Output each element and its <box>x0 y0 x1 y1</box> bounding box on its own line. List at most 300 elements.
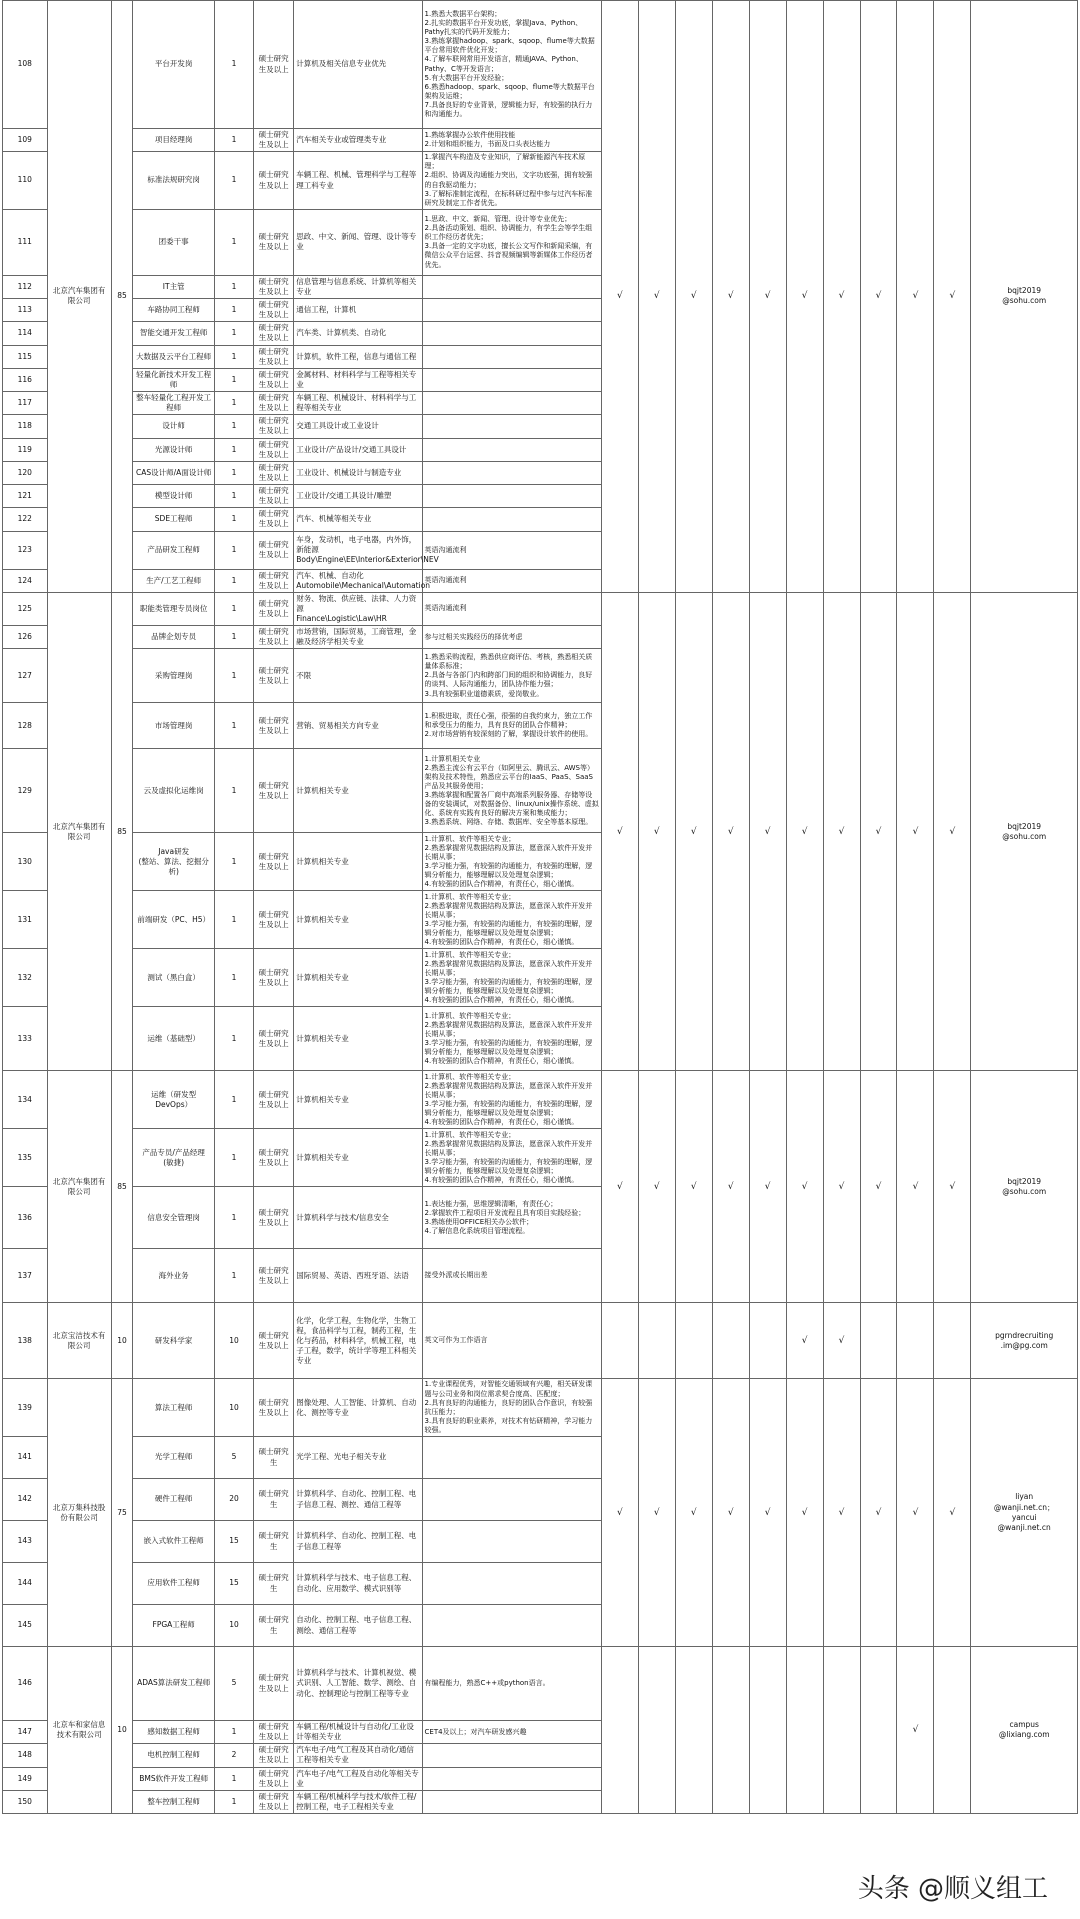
education: 硕士研究生及以上 <box>254 1249 294 1303</box>
education: 硕士研究生及以上 <box>254 415 294 438</box>
position-name: 品牌企划专员 <box>133 626 215 649</box>
headcount: 1 <box>214 322 253 345</box>
headcount: 1 <box>214 891 253 949</box>
major: 计算机相关专业 <box>294 749 422 833</box>
check-cell: √ <box>601 1379 638 1647</box>
requirements <box>422 1767 601 1790</box>
requirements: 接受外派或长期出差 <box>422 1249 601 1303</box>
headcount: 1 <box>214 415 253 438</box>
check-cell: √ <box>638 1379 675 1647</box>
requirements: 1.积极进取，责任心强，很强的自我约束力，独立工作和承受压力的能力，具有良好的团队合作精神； 2.对市场营销有较深刻的了解，掌握设计软件的使用。 <box>422 703 601 749</box>
headcount: 5 <box>214 1647 253 1721</box>
major: 光学工程、光电子相关专业 <box>294 1437 422 1479</box>
position-name: 感知数据工程师 <box>133 1721 215 1744</box>
headcount: 1 <box>214 1249 253 1303</box>
check-cell: √ <box>749 1071 786 1303</box>
check-cell: √ <box>712 1 749 593</box>
row-number: 127 <box>3 649 48 703</box>
contact-email: pgrndrecruiting .im@pg.com <box>971 1303 1078 1379</box>
major: 计算机相关专业 <box>294 1007 422 1071</box>
education: 硕士研究生及以上 <box>254 275 294 298</box>
education: 硕士研究生及以上 <box>254 749 294 833</box>
company-name: 北京汽车集团有限公司 <box>47 592 111 1071</box>
major: 金属材料、材料科学与工程等相关专业 <box>294 368 422 391</box>
requirements <box>422 1563 601 1605</box>
check-cell <box>638 1647 675 1814</box>
position-name: 运维（研发型DevOps） <box>133 1071 215 1129</box>
headcount: 1 <box>214 438 253 461</box>
requirements: 1.熟悉采购流程，熟悉供应商评估、考核，熟悉相关质量体系标准； 2.具备与各部门内和跨部门间的组织和协调能力，良好的谈判、人际沟通能力，团队协作能力强； 3.具有较强职业道德素质，爱岗敬业。 <box>422 649 601 703</box>
education: 硕士研究生 <box>254 1605 294 1647</box>
education: 硕士研究生及以上 <box>254 438 294 461</box>
headcount: 1 <box>214 649 253 703</box>
row-number: 139 <box>3 1379 48 1437</box>
check-cell: √ <box>860 1379 897 1647</box>
check-cell: √ <box>675 1379 712 1647</box>
education: 硕士研究生及以上 <box>254 1129 294 1187</box>
check-cell <box>860 1303 897 1379</box>
check-cell <box>601 1647 638 1814</box>
requirements <box>422 1744 601 1767</box>
headcount: 1 <box>214 1767 253 1790</box>
major: 计算机相关专业 <box>294 891 422 949</box>
requirements: 1.计算机、软件等相关专业； 2.熟悉掌握常见数据结构及算法，愿意深入软件开发并长期从事； 3.学习能力强，有较强的沟通能力，有较强的理解，逻辑分析能力，能够理解以及处理复杂逻辑； 4.有较强的团队合作精神，有责任心，细心谨慎。 <box>422 1071 601 1129</box>
position-name: 大数据及云平台工程师 <box>133 345 215 368</box>
education: 硕士研究生 <box>254 1437 294 1479</box>
major: 汽车电子/电气工程及其自动化/通信工程等相关专业 <box>294 1744 422 1767</box>
check-cell <box>749 1303 786 1379</box>
position-name: 云及虚拟化运维岗 <box>133 749 215 833</box>
headcount: 1 <box>214 461 253 484</box>
position-name: ADAS算法研发工程师 <box>133 1647 215 1721</box>
check-cell <box>823 1647 860 1814</box>
position-name: 运维（基础型） <box>133 1007 215 1071</box>
check-cell: √ <box>823 1071 860 1303</box>
education: 硕士研究生及以上 <box>254 392 294 415</box>
education: 硕士研究生及以上 <box>254 949 294 1007</box>
requirements: CET4及以上；对汽车研发感兴趣 <box>422 1721 601 1744</box>
position-name: 模型设计师 <box>133 485 215 508</box>
table-row <box>3 592 1078 625</box>
position-name: 算法工程师 <box>133 1379 215 1437</box>
row-number: 119 <box>3 438 48 461</box>
check-cell: √ <box>934 592 971 1071</box>
check-cell: √ <box>601 1 638 593</box>
headcount: 1 <box>214 508 253 531</box>
check-cell: √ <box>897 1647 934 1814</box>
education: 硕士研究生及以上 <box>254 1790 294 1813</box>
education: 硕士研究生及以上 <box>254 649 294 703</box>
position-name: 研发科学家 <box>133 1303 215 1379</box>
row-number: 116 <box>3 368 48 391</box>
check-cell: √ <box>823 1303 860 1379</box>
row-number: 129 <box>3 749 48 833</box>
major: 汽车、机械等相关专业 <box>294 508 422 531</box>
headcount: 1 <box>214 275 253 298</box>
row-number: 141 <box>3 1437 48 1479</box>
position-name: 轻量化新技术开发工程师 <box>133 368 215 391</box>
education: 硕士研究生及以上 <box>254 626 294 649</box>
position-name: 智能交通开发工程师 <box>133 322 215 345</box>
check-cell <box>675 1647 712 1814</box>
education: 硕士研究生及以上 <box>254 485 294 508</box>
row-number: 131 <box>3 891 48 949</box>
education: 硕士研究生及以上 <box>254 891 294 949</box>
headcount: 10 <box>214 1379 253 1437</box>
major: 化学，化学工程，生物化学，生物工程，食品科学与工程，制药工程，生化与药品，材料科学，机械工程，电子工程，数学，统计学等理工科相关专业 <box>294 1303 422 1379</box>
table-row <box>3 1071 1078 1129</box>
company-name: 北京万集科技股份有限公司 <box>47 1379 111 1647</box>
position-name: 设计师 <box>133 415 215 438</box>
company-total: 85 <box>111 592 133 1071</box>
row-number: 123 <box>3 531 48 569</box>
check-cell: √ <box>934 1379 971 1647</box>
headcount: 1 <box>214 1129 253 1187</box>
check-cell <box>934 1303 971 1379</box>
position-name: BMS软件开发工程师 <box>133 1767 215 1790</box>
company-total: 85 <box>111 1 133 593</box>
requirements <box>422 508 601 531</box>
requirements: 1.计算机、软件等相关专业； 2.熟悉掌握常见数据结构及算法，愿意深入软件开发并长期从事； 3.学习能力强，有较强的沟通能力，有较强的理解，逻辑分析能力，能够理解以及处理复杂逻辑； 4.有较强的团队合作精神，有责任心，细心谨慎。 <box>422 1007 601 1071</box>
education: 硕士研究生及以上 <box>254 152 294 210</box>
check-cell <box>786 1647 823 1814</box>
major: 车身，发动机，电子电器，内外饰，新能源 Body\Engine\EE\Interior&Exterior\NEV <box>294 531 422 569</box>
row-number: 128 <box>3 703 48 749</box>
position-name: 嵌入式软件工程师 <box>133 1521 215 1563</box>
requirements: 英语沟通流利 <box>422 592 601 625</box>
major: 国际贸易、英语、西班牙语、法语 <box>294 1249 422 1303</box>
education: 硕士研究生及以上 <box>254 209 294 275</box>
major: 市场营销，国际贸易，工商管理，金融及经济学相关专业 <box>294 626 422 649</box>
requirements: 1.计算机、软件等相关专业； 2.熟悉掌握常见数据结构及算法，愿意深入软件开发并长期从事； 3.学习能力强，有较强的沟通能力，有较强的理解，逻辑分析能力，能够理解以及处理复杂逻辑； 4.有较强的团队合作精神，有责任心，细心谨慎。 <box>422 1129 601 1187</box>
row-number: 121 <box>3 485 48 508</box>
row-number: 134 <box>3 1071 48 1129</box>
major: 财务、物流、供应链、法律、人力资源 Finance\Logistic\Law\HR <box>294 592 422 625</box>
major: 不限 <box>294 649 422 703</box>
check-cell <box>897 1303 934 1379</box>
major: 计算机科学、自动化、控制工程、电子信息工程、测控、通信工程等 <box>294 1479 422 1521</box>
major: 通信工程，计算机 <box>294 299 422 322</box>
company-total: 85 <box>111 1071 133 1303</box>
education: 硕士研究生 <box>254 1563 294 1605</box>
headcount: 1 <box>214 345 253 368</box>
check-cell: √ <box>675 592 712 1071</box>
position-name: 海外业务 <box>133 1249 215 1303</box>
education: 硕士研究生及以上 <box>254 322 294 345</box>
major: 交通工具设计或工业设计 <box>294 415 422 438</box>
requirements: 英语沟通流利 <box>422 531 601 569</box>
requirements: 1.计算机、软件等相关专业； 2.熟悉掌握常见数据结构及算法，愿意深入软件开发并长期从事； 3.学习能力强，有较强的沟通能力，有较强的理解，逻辑分析能力，能够理解以及处理复杂逻辑； 4.有较强的团队合作精神，有责任心，细心谨慎。 <box>422 833 601 891</box>
check-cell: √ <box>786 1 823 593</box>
check-cell <box>749 1647 786 1814</box>
check-cell: √ <box>601 592 638 1071</box>
row-number: 114 <box>3 322 48 345</box>
major: 车辆工程、机械、管理科学与工程等理工科专业 <box>294 152 422 210</box>
check-cell: √ <box>712 1071 749 1303</box>
check-cell <box>712 1303 749 1379</box>
position-name: 生产/工艺工程师 <box>133 569 215 592</box>
row-number: 120 <box>3 461 48 484</box>
row-number: 124 <box>3 569 48 592</box>
headcount: 1 <box>214 368 253 391</box>
check-cell: √ <box>712 1379 749 1647</box>
row-number: 143 <box>3 1521 48 1563</box>
major: 汽车、机械、自动化 Automobile\Mechanical\Automation <box>294 569 422 592</box>
education: 硕士研究生及以上 <box>254 368 294 391</box>
requirements: 1.计算机相关专业 2.熟悉主流公有云平台（如阿里云、腾讯云、AWS等）架构及技术特性，熟悉应云平台的IaaS、PaaS、SaaS产品及其服务使用； 3.熟练掌握和配置各厂商中高端系列服务器、存储等设备的安装调试，对数据备份、linux/unix操作系统、虚拟化、系统有实践有良好的解决方案和集成能力； 3.熟悉系统、网络、存储、数据库、安全等基本原理。 <box>422 749 601 833</box>
education: 硕士研究生及以上 <box>254 299 294 322</box>
row-number: 108 <box>3 1 48 129</box>
education: 硕士研究生及以上 <box>254 508 294 531</box>
position-name: 项目经理岗 <box>133 129 215 152</box>
requirements: 1.表达能力强，思维逻辑清晰，有责任心； 2.掌握软件工程项目开发流程且具有项目实践经验； 3.熟练使用OFFICE相关办公软件； 4.了解信息化系统项目管理流程。 <box>422 1187 601 1249</box>
check-cell: √ <box>823 1379 860 1647</box>
row-number: 118 <box>3 415 48 438</box>
contact-email: campus @lixiang.com <box>971 1647 1078 1814</box>
requirements <box>422 299 601 322</box>
job-table <box>2 0 1078 1814</box>
position-name: 硬件工程师 <box>133 1479 215 1521</box>
headcount: 1 <box>214 1007 253 1071</box>
education: 硕士研究生及以上 <box>254 703 294 749</box>
check-cell: √ <box>860 1071 897 1303</box>
company-total: 10 <box>111 1647 133 1814</box>
headcount: 1 <box>214 749 253 833</box>
row-number: 135 <box>3 1129 48 1187</box>
row-number: 138 <box>3 1303 48 1379</box>
headcount: 1 <box>214 152 253 210</box>
education: 硕士研究生及以上 <box>254 1379 294 1437</box>
row-number: 150 <box>3 1790 48 1813</box>
education: 硕士研究生及以上 <box>254 1007 294 1071</box>
check-cell <box>675 1303 712 1379</box>
company-name: 北京宝洁技术有限公司 <box>47 1303 111 1379</box>
headcount: 1 <box>214 949 253 1007</box>
position-name: 整车控制工程师 <box>133 1790 215 1813</box>
headcount: 1 <box>214 209 253 275</box>
headcount: 5 <box>214 1437 253 1479</box>
check-cell: √ <box>897 1 934 593</box>
requirements: 英语沟通流利 <box>422 569 601 592</box>
check-cell: √ <box>786 1379 823 1647</box>
major: 计算机相关专业 <box>294 833 422 891</box>
row-number: 130 <box>3 833 48 891</box>
position-name: 测试（黑白盒） <box>133 949 215 1007</box>
requirements <box>422 368 601 391</box>
major: 计算机，软件工程，信息与通信工程 <box>294 345 422 368</box>
check-cell: √ <box>638 592 675 1071</box>
check-cell: √ <box>897 592 934 1071</box>
check-cell: √ <box>675 1 712 593</box>
contact-email: liyan @wanji.net.cn； yancui @wanji.net.cn <box>971 1379 1078 1647</box>
position-name: 产品研发工程师 <box>133 531 215 569</box>
education: 硕士研究生及以上 <box>254 569 294 592</box>
headcount: 20 <box>214 1479 253 1521</box>
row-number: 142 <box>3 1479 48 1521</box>
position-name: 产品专员/产品经理 (敏捷) <box>133 1129 215 1187</box>
education: 硕士研究生及以上 <box>254 833 294 891</box>
position-name: SDE工程师 <box>133 508 215 531</box>
contact-email: bqjt2019 @sohu.com <box>971 1 1078 593</box>
major: 计算机相关专业 <box>294 1071 422 1129</box>
major: 工业设计/交通工具设计/雕塑 <box>294 485 422 508</box>
row-number: 137 <box>3 1249 48 1303</box>
education: 硕士研究生及以上 <box>254 1071 294 1129</box>
row-number: 122 <box>3 508 48 531</box>
row-number: 133 <box>3 1007 48 1071</box>
position-name: 应用软件工程师 <box>133 1563 215 1605</box>
row-number: 132 <box>3 949 48 1007</box>
education: 硕士研究生 <box>254 1479 294 1521</box>
requirements <box>422 392 601 415</box>
education: 硕士研究生 <box>254 1521 294 1563</box>
headcount: 1 <box>214 129 253 152</box>
requirements <box>422 1437 601 1479</box>
education: 硕士研究生及以上 <box>254 1721 294 1744</box>
check-cell: √ <box>823 592 860 1071</box>
row-number: 112 <box>3 275 48 298</box>
headcount: 1 <box>214 626 253 649</box>
requirements: 1.熟悉大数据平台架构； 2.扎实的数据平台开发功底，掌握Java、Python、Pathy扎实的代码开发能力； 3.熟练掌握hadoop、spark、sqoop、flume等大数据平台常用软件优化开发； 4.了解车联网常用开发语言，精通JAVA、Python、Pathy、C等开发语言； 5.有大数据平台开发经验； 6.熟悉hadoop、spark、sqoop、flume等大数据平台架构及运维； 7.具备良好的专业背景，逻辑能力好，有较强的执行力和沟通能力。 <box>422 1 601 129</box>
position-name: 前端研发（PC、H5） <box>133 891 215 949</box>
table-row <box>3 1 1078 129</box>
headcount: 1 <box>214 531 253 569</box>
headcount: 1 <box>214 569 253 592</box>
major: 工业设计、机械设计与制造专业 <box>294 461 422 484</box>
major: 营销、贸易相关方向专业 <box>294 703 422 749</box>
check-cell <box>934 1647 971 1814</box>
requirements: 1.计算机、软件等相关专业； 2.熟悉掌握常见数据结构及算法，愿意深入软件开发并长期从事； 3.学习能力强，有较强的沟通能力，有较强的理解，逻辑分析能力，能够理解以及处理复杂逻辑； 4.有较强的团队合作精神，有责任心，细心谨慎。 <box>422 891 601 949</box>
row-number: 145 <box>3 1605 48 1647</box>
check-cell: √ <box>934 1071 971 1303</box>
position-name: 光学工程师 <box>133 1437 215 1479</box>
major: 思政、中文、新闻、管理、设计等专业 <box>294 209 422 275</box>
check-cell: √ <box>786 592 823 1071</box>
check-cell: √ <box>675 1071 712 1303</box>
company-name: 北京车和家信息技术有限公司 <box>47 1647 111 1814</box>
row-number: 126 <box>3 626 48 649</box>
headcount: 15 <box>214 1563 253 1605</box>
major: 信息管理与信息系统、计算机等相关专业 <box>294 275 422 298</box>
position-name: FPGA工程师 <box>133 1605 215 1647</box>
requirements <box>422 1521 601 1563</box>
major: 汽车类、计算机类、自动化 <box>294 322 422 345</box>
major: 计算机科学与技术、电子信息工程、自动化、应用数学、模式识别等 <box>294 1563 422 1605</box>
major: 计算机相关专业 <box>294 1129 422 1187</box>
requirements <box>422 461 601 484</box>
major: 汽车相关专业或管理类专业 <box>294 129 422 152</box>
requirements: 1.掌握汽车构造及专业知识，了解新能源汽车技术原理； 2.组织、协调及沟通能力突出，文字功底强，拥有较强的自我驱动能力； 3.了解标准制定流程，在标科研过程中参与过汽车标准研究及制定工作者优先。 <box>422 152 601 210</box>
requirements <box>422 322 601 345</box>
check-cell: √ <box>786 1303 823 1379</box>
contact-email: bqjt2019 @sohu.com <box>971 1071 1078 1303</box>
requirements <box>422 345 601 368</box>
headcount: 1 <box>214 703 253 749</box>
major: 计算机科学与技术、计算机视觉、模式识别、人工智能、数学、测绘、自动化、控制理论与控制工程等专业 <box>294 1647 422 1721</box>
company-total: 75 <box>111 1379 133 1647</box>
position-name: 光源设计师 <box>133 438 215 461</box>
contact-email: bqjt2019 @sohu.com <box>971 592 1078 1071</box>
requirements: 英文可作为工作语言 <box>422 1303 601 1379</box>
position-name: 采购管理岗 <box>133 649 215 703</box>
headcount: 1 <box>214 1187 253 1249</box>
check-cell <box>712 1647 749 1814</box>
major: 工业设计/产品设计/交通工具设计 <box>294 438 422 461</box>
row-number: 144 <box>3 1563 48 1605</box>
requirements: 1.计算机、软件等相关专业； 2.熟悉掌握常见数据结构及算法，愿意深入软件开发并长期从事； 3.学习能力强，有较强的沟通能力，有较强的理解，逻辑分析能力，能够理解以及处理复杂逻辑； 4.有较强的团队合作精神，有责任心，细心谨慎。 <box>422 949 601 1007</box>
education: 硕士研究生及以上 <box>254 1647 294 1721</box>
major: 汽车电子/电气工程及自动化等相关专业 <box>294 1767 422 1790</box>
position-name: 整车轻量化工程开发工程师 <box>133 392 215 415</box>
requirements: 有编程能力，熟悉C++或python语言。 <box>422 1647 601 1721</box>
table-row <box>3 1303 1078 1379</box>
headcount: 10 <box>214 1303 253 1379</box>
table-row <box>3 1647 1078 1721</box>
check-cell: √ <box>638 1 675 593</box>
check-cell <box>601 1303 638 1379</box>
table-row <box>3 1379 1078 1437</box>
check-cell: √ <box>749 1 786 593</box>
check-cell: √ <box>860 1 897 593</box>
row-number: 125 <box>3 592 48 625</box>
headcount: 1 <box>214 1790 253 1813</box>
education: 硕士研究生及以上 <box>254 345 294 368</box>
headcount: 1 <box>214 833 253 891</box>
row-number: 148 <box>3 1744 48 1767</box>
company-total: 10 <box>111 1303 133 1379</box>
check-cell: √ <box>749 592 786 1071</box>
requirements <box>422 275 601 298</box>
watermark: 头条 @顺义组工 <box>857 1874 1048 1904</box>
row-number: 149 <box>3 1767 48 1790</box>
major: 车辆工程/机械科学与技术/软件工程/控制工程，电子工程相关专业 <box>294 1790 422 1813</box>
row-number: 136 <box>3 1187 48 1249</box>
row-number: 146 <box>3 1647 48 1721</box>
major: 计算机科学与技术/信息安全 <box>294 1187 422 1249</box>
major: 计算机相关专业 <box>294 949 422 1007</box>
check-cell: √ <box>823 1 860 593</box>
company-name: 北京汽车集团有限公司 <box>47 1 111 593</box>
headcount: 1 <box>214 299 253 322</box>
position-name: Java研发 (整站、算法、挖掘分析) <box>133 833 215 891</box>
check-cell: √ <box>897 1071 934 1303</box>
position-name: 信息安全管理岗 <box>133 1187 215 1249</box>
check-cell: √ <box>712 592 749 1071</box>
position-name: CAS设计师/A面设计师 <box>133 461 215 484</box>
position-name: 车路协同工程师 <box>133 299 215 322</box>
major: 计算机及相关信息专业优先 <box>294 1 422 129</box>
headcount: 1 <box>214 1 253 129</box>
check-cell: √ <box>601 1071 638 1303</box>
requirements: 参与过相关实践经历的择优考虑 <box>422 626 601 649</box>
requirements: 1.思政、中文、新闻、管理、设计等专业优先； 2.具备活动策划、组织、协调能力，有学生会等学生组织工作经历者优先； 3.具备一定的文字功底，擅长公文写作和新闻采编，有微信公众平台运营、抖音视频编辑等新媒体工作经历者优先。 <box>422 209 601 275</box>
row-number: 109 <box>3 129 48 152</box>
major: 图像处理、人工智能、计算机、自动化、测控等专业 <box>294 1379 422 1437</box>
headcount: 10 <box>214 1605 253 1647</box>
row-number: 113 <box>3 299 48 322</box>
headcount: 1 <box>214 485 253 508</box>
education: 硕士研究生及以上 <box>254 461 294 484</box>
headcount: 15 <box>214 1521 253 1563</box>
check-cell: √ <box>786 1071 823 1303</box>
row-number: 110 <box>3 152 48 210</box>
check-cell: √ <box>897 1379 934 1647</box>
education: 硕士研究生及以上 <box>254 1303 294 1379</box>
row-number: 115 <box>3 345 48 368</box>
row-number: 147 <box>3 1721 48 1744</box>
major: 自动化、控制工程、电子信息工程、测绘、通信工程等 <box>294 1605 422 1647</box>
check-cell: √ <box>860 592 897 1071</box>
